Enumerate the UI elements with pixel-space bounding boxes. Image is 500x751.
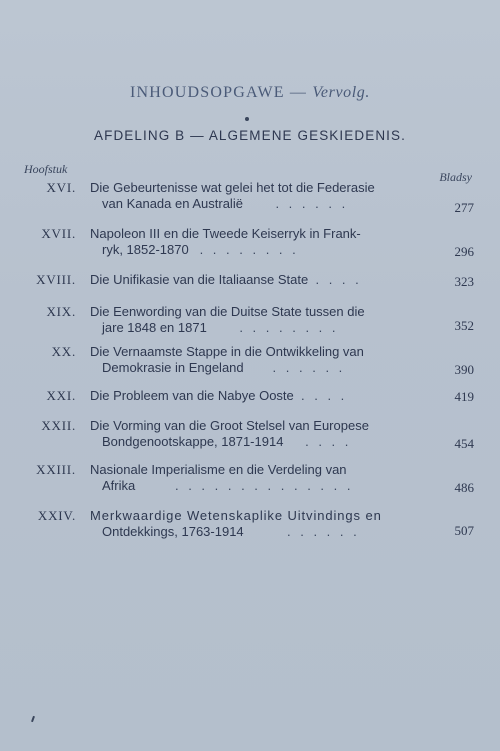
chapter-title-line2: ryk, 1852-1870 xyxy=(102,242,189,257)
page-number: 507 xyxy=(454,523,474,538)
dot-leader: . . . . xyxy=(301,388,348,403)
chapter-number: XVII. xyxy=(41,226,76,241)
chapter-title-line1: Die Eenwording van die Duitse State tussen die xyxy=(90,304,365,319)
chapter-number: XXII. xyxy=(41,418,76,433)
page-number: 277 xyxy=(454,200,474,215)
chapter-title-line1: Die Vernaamste Stappe in die Ontwikkeling van xyxy=(90,344,364,359)
dot-leader: . . . . . . xyxy=(275,196,349,211)
dot-leader: . . . . . . . . xyxy=(239,320,339,335)
dot-leader: . . . . . . xyxy=(287,524,360,539)
heading-main: INHOUDSOPGAWE — xyxy=(129,84,308,101)
chapter-title xyxy=(90,304,432,336)
dot-leader: . . . . . . . . . . . . . . xyxy=(174,478,354,493)
dot-leader: . . . . xyxy=(305,434,352,449)
chapter-number: XVIII. xyxy=(36,272,76,287)
chapter-title-line1: Die Gebeurtenisse wat gelei het tot die Federasie xyxy=(90,180,375,195)
page-heading xyxy=(0,84,500,102)
chapter-title xyxy=(90,180,432,212)
chapter-title xyxy=(90,226,432,258)
column-header-chapter: Hoofstuk xyxy=(24,162,68,176)
chapter-title-line1: Napoleon III en die Tweede Keiserryk in Frank- xyxy=(90,226,361,241)
chapter-title-line1: Merkwaardige Wetenskaplike Uitvindings en xyxy=(90,508,382,523)
page-number: 454 xyxy=(454,436,474,451)
dot-leader: . . . . . . xyxy=(272,360,346,375)
chapter-title xyxy=(90,508,432,540)
page-number: 323 xyxy=(454,274,474,289)
chapter-number: XXIII. xyxy=(36,462,76,477)
chapter-title-line2: Demokrasie in Engeland xyxy=(102,360,244,375)
section-title: AFDELING B — ALGEMENE GESKIEDENIS. xyxy=(94,128,406,143)
chapter-title-line2: Ontdekkings, 1763-1914 xyxy=(102,524,244,539)
chapter-title xyxy=(90,462,432,494)
chapter-title xyxy=(90,388,432,404)
column-header-page: Bladsy xyxy=(439,170,472,184)
ink-mark xyxy=(31,716,35,722)
chapter-title-line2: van Kanada en Australië xyxy=(102,196,243,211)
page-number: 486 xyxy=(454,480,474,495)
chapter-title-line1: Die Probleem van die Nabye Ooste xyxy=(90,388,294,403)
chapter-number: XXIV. xyxy=(37,508,76,523)
chapter-title-line2: Afrika xyxy=(102,478,136,493)
chapter-title-line1: Nasionale Imperialisme en die Verdeling van xyxy=(90,462,347,477)
dot-leader: . . . . xyxy=(315,272,362,287)
chapter-number: XX. xyxy=(51,344,76,359)
page-number: 390 xyxy=(454,362,474,377)
chapter-number: XXI. xyxy=(46,388,76,403)
chapter-title-line2: jare 1848 en 1871 xyxy=(102,320,207,335)
chapter-title-line2: Bondgenootskappe, 1871-1914 xyxy=(102,434,284,449)
chapter-title xyxy=(90,344,432,376)
heading-continued: Vervolg. xyxy=(312,84,371,101)
chapter-title xyxy=(90,418,432,450)
chapter-title xyxy=(90,272,432,288)
ornament-dot xyxy=(245,117,249,121)
chapter-number: XIX. xyxy=(46,304,76,319)
dot-leader: . . . . . . . . xyxy=(199,242,299,257)
chapter-title-line1: Die Unifikasie van die Italiaanse State xyxy=(90,272,309,287)
page-number: 296 xyxy=(454,244,474,259)
chapter-number: XVI. xyxy=(46,180,76,195)
page-number: 419 xyxy=(454,389,474,404)
page-number: 352 xyxy=(454,318,474,333)
chapter-title-line1: Die Vorming van die Groot Stelsel van Europese xyxy=(90,418,369,433)
